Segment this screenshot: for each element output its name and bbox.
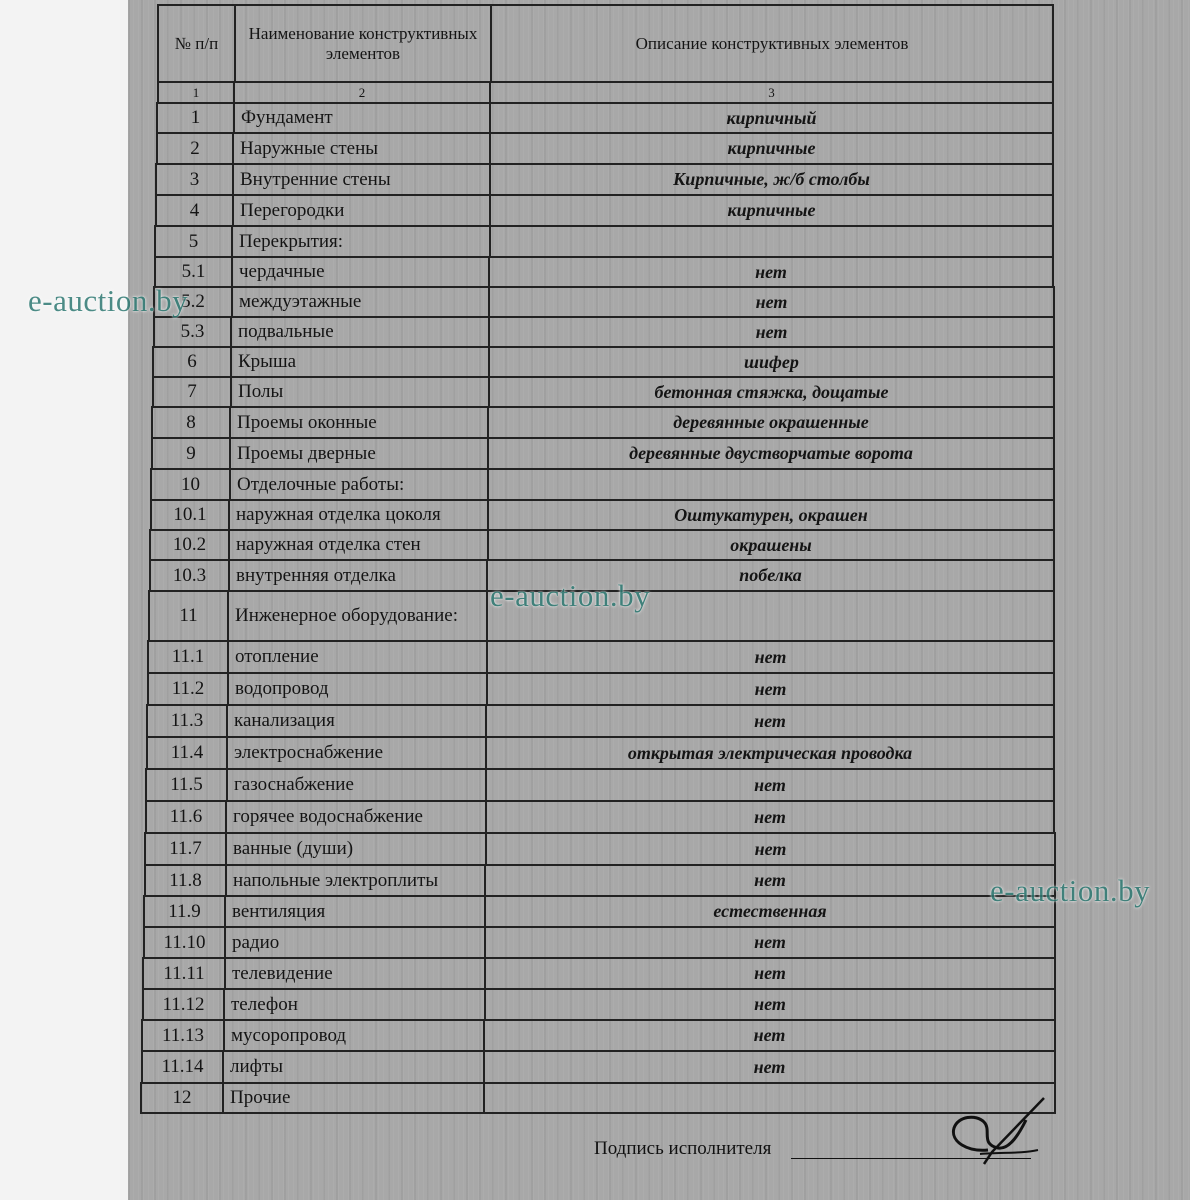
row-element-name: междуэтажные	[231, 286, 488, 316]
row-number: 11.3	[146, 704, 226, 736]
row-number: 11.2	[147, 672, 227, 704]
row-element-description: естественная	[484, 895, 1054, 926]
row-element-name: Перекрытия:	[231, 225, 489, 256]
row-element-name: ванные (души)	[225, 832, 485, 864]
handwritten-signature	[940, 1092, 1050, 1172]
table-border	[1053, 704, 1055, 738]
row-element-description: нет	[485, 768, 1053, 800]
row-element-name: Крыша	[230, 346, 488, 376]
row-element-description: деревянные окрашенные	[487, 406, 1053, 437]
row-element-name: наружная отделка стен	[228, 529, 487, 559]
row-element-name: Наружные стены	[232, 132, 489, 163]
table-border	[1053, 286, 1055, 318]
row-element-description: нет	[486, 672, 1053, 704]
row-element-description: нет	[483, 1019, 1054, 1050]
row-number: 5	[154, 225, 231, 256]
row-number: 11.1	[147, 640, 227, 672]
row-element-name: газоснабжение	[226, 768, 485, 800]
table-border	[1052, 256, 1054, 288]
row-element-description: бетонная стяжка, дощатые	[488, 376, 1053, 406]
row-element-description: открытая электрическая проводка	[485, 736, 1053, 768]
table-border	[1052, 194, 1054, 227]
row-element-name: вентиляция	[224, 895, 484, 926]
row-element-name: чердачные	[231, 256, 488, 286]
table-border	[1053, 736, 1055, 770]
table-border	[1054, 957, 1056, 990]
table-border	[1053, 559, 1055, 592]
table-border	[1053, 437, 1055, 470]
row-number: 4	[155, 194, 232, 225]
table-border	[1053, 376, 1055, 408]
row-number: 10	[150, 468, 229, 499]
row-element-description: нет	[488, 256, 1052, 286]
row-element-description: окрашены	[487, 529, 1053, 559]
row-element-description: нет	[484, 926, 1054, 957]
row-number: 11.5	[145, 768, 226, 800]
watermark: e-auction.by	[990, 873, 1151, 908]
table-border	[1052, 225, 1054, 258]
row-element-description: нет	[484, 864, 1054, 895]
row-element-description: нет	[484, 957, 1054, 988]
row-number: 11.9	[143, 895, 224, 926]
table-border	[1054, 1050, 1056, 1084]
row-number: 2	[156, 132, 232, 163]
table-border	[1052, 102, 1054, 134]
row-number: 1	[156, 102, 233, 132]
table-border	[1053, 800, 1055, 834]
column-index: 1	[157, 81, 233, 102]
table-border	[1052, 81, 1054, 104]
table-border	[1052, 132, 1054, 165]
row-element-description: Оштукатурен, окрашен	[487, 499, 1053, 529]
table-border	[1053, 499, 1055, 531]
row-element-description: кирпичные	[489, 132, 1052, 163]
row-element-name: Инженерное оборудование:	[227, 590, 486, 640]
table-border	[1054, 832, 1056, 866]
row-number: 11.12	[142, 988, 223, 1019]
table-border	[1054, 1082, 1056, 1114]
column-index: 3	[489, 81, 1052, 102]
table-border	[140, 1112, 1056, 1114]
row-number: 10.2	[149, 529, 228, 559]
table-border	[1054, 1019, 1056, 1052]
row-element-name: радио	[224, 926, 484, 957]
row-element-name: Полы	[230, 376, 488, 406]
table-border	[1053, 590, 1055, 642]
row-element-description: нет	[485, 800, 1053, 832]
row-number: 11.11	[142, 957, 224, 988]
signature-caption: Подпись исполнителя	[594, 1138, 772, 1159]
table-border	[1053, 316, 1055, 348]
row-element-name: Проемы оконные	[229, 406, 487, 437]
row-element-name: канализация	[226, 704, 485, 736]
row-element-description: деревянные двустворчатые ворота	[487, 437, 1053, 468]
row-element-description: нет	[485, 704, 1053, 736]
page-margin	[0, 0, 128, 1200]
row-element-name: отопление	[227, 640, 486, 672]
header-number: № п/п	[157, 4, 234, 81]
row-number: 11	[148, 590, 227, 640]
row-element-name: телефон	[223, 988, 484, 1019]
row-number: 11.14	[141, 1050, 222, 1082]
row-element-description: побелка	[486, 559, 1053, 590]
row-number: 11.4	[146, 736, 226, 768]
row-number: 3	[155, 163, 232, 194]
row-number: 5.3	[153, 316, 230, 346]
row-element-name: Внутренние стены	[232, 163, 489, 194]
row-element-description: нет	[483, 1050, 1054, 1082]
table-border	[1053, 529, 1055, 561]
row-number: 9	[151, 437, 229, 468]
row-number: 11.6	[145, 800, 225, 832]
row-number: 7	[152, 376, 230, 406]
row-element-name: водопровод	[227, 672, 486, 704]
row-element-name: наружная отделка цоколя	[228, 499, 487, 529]
table-border	[1052, 4, 1054, 83]
row-element-description: шифер	[488, 346, 1053, 376]
table-border	[1053, 640, 1055, 674]
header-element-description: Описание конструктивных элементов	[490, 4, 1052, 81]
row-element-description: нет	[484, 988, 1054, 1019]
row-element-name: Фундамент	[233, 102, 489, 132]
table-border	[1052, 163, 1054, 196]
row-element-description: кирпичные	[489, 194, 1052, 225]
table-border	[1054, 988, 1056, 1021]
row-number: 11.10	[143, 926, 224, 957]
row-element-description: нет	[485, 832, 1054, 864]
row-element-name: Проемы дверные	[229, 437, 487, 468]
table-border	[1053, 672, 1055, 706]
row-number: 8	[151, 406, 229, 437]
row-element-description	[487, 468, 1053, 499]
row-element-name: лифты	[222, 1050, 483, 1082]
watermark: e-auction.by	[28, 283, 189, 318]
table-border	[1053, 768, 1055, 802]
row-number: 10.3	[149, 559, 228, 590]
row-element-description	[489, 225, 1052, 256]
row-number: 5.2	[153, 286, 231, 316]
table-border	[1054, 926, 1056, 959]
row-element-name: мусоропровод	[223, 1019, 483, 1050]
row-element-name: электроснабжение	[226, 736, 485, 768]
row-element-name: телевидение	[224, 957, 484, 988]
row-element-name: напольные электроплиты	[225, 864, 484, 895]
row-number: 12	[140, 1082, 222, 1112]
row-element-description: нет	[486, 640, 1053, 672]
table-border	[1053, 346, 1055, 378]
row-element-name: Отделочные работы:	[229, 468, 487, 499]
column-index: 2	[233, 81, 489, 102]
row-element-description: кирпичный	[489, 102, 1052, 132]
header-element-name: Наименование конструктивных элементов	[234, 4, 490, 81]
row-number: 11.8	[144, 864, 225, 895]
row-element-description: нет	[488, 316, 1053, 346]
table-border	[1053, 468, 1055, 501]
row-element-name: горячее водоснабжение	[225, 800, 485, 832]
watermark: e-auction.by	[490, 578, 651, 613]
row-element-name: подвальные	[230, 316, 488, 346]
row-element-description: нет	[488, 286, 1053, 316]
row-number: 10.1	[150, 499, 228, 529]
row-element-name: внутренняя отделка	[228, 559, 486, 590]
row-element-description: Кирпичные, ж/б столбы	[489, 163, 1052, 194]
row-number: 5.1	[154, 256, 231, 286]
row-number: 11.13	[141, 1019, 223, 1050]
row-element-name: Перегородки	[232, 194, 489, 225]
table-border	[1053, 406, 1055, 439]
row-number: 6	[152, 346, 230, 376]
row-element-name: Прочие	[222, 1082, 483, 1112]
row-number: 11.7	[144, 832, 225, 864]
